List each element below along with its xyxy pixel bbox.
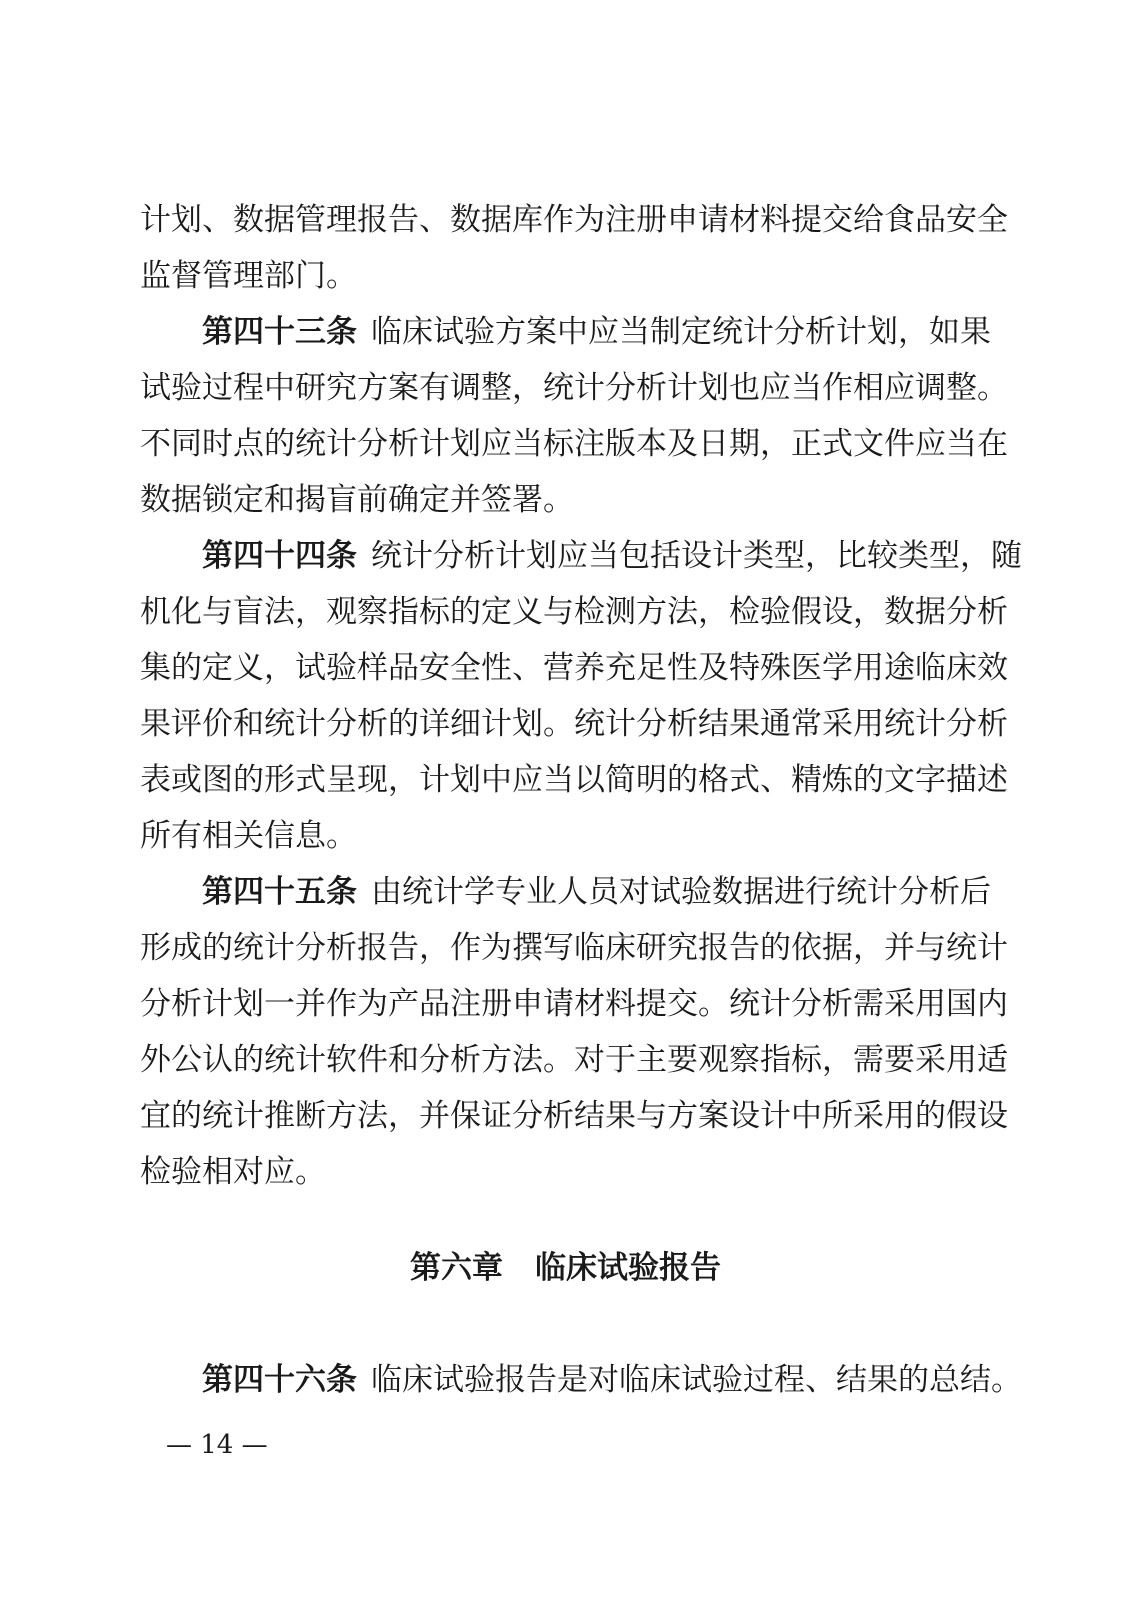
paragraph-line: 不同时点的统计分析计划应当标注版本及日期，正式文件应当在 [140,426,1008,462]
paragraph-line: 试验过程中研究方案有调整，统计分析计划也应当作相应调整。 [140,370,1008,406]
article-44-text: 统计分析计划应当包括设计类型，比较类型，随 [371,538,1022,574]
article-43-first-line [202,314,991,350]
paragraph-line: 形成的统计分析报告，作为撰写临床研究报告的依据，并与统计 [140,930,1008,966]
paragraph-line: 宜的统计推断方法，并保证分析结果与方案设计中所采用的假设 [140,1098,1008,1134]
article-46-label: 第四十六条 [202,1362,357,1398]
article-43-text: 临床试验方案中应当制定统计分析计划，如果 [371,314,991,350]
paragraph-line: 数据锁定和揭盲前确定并签署。 [140,482,574,518]
article-44-label: 第四十四条 [202,538,357,574]
paragraph-line: 分析计划一并作为产品注册申请材料提交。统计分析需采用国内 [140,986,1008,1022]
article-45-text: 由统计学专业人员对试验数据进行统计分析后 [371,874,991,910]
article-45-first-line [202,874,991,910]
chapter-heading [0,1250,1131,1286]
paragraph-line: 计划、数据管理报告、数据库作为注册申请材料提交给食品安全 [140,202,1008,238]
paragraph-line: 监督管理部门。 [140,258,357,294]
article-43-label: 第四十三条 [202,314,357,350]
paragraph-line: 机化与盲法，观察指标的定义与检测方法，检验假设，数据分析 [140,594,1008,630]
chapter-title: 临床试验报告 [535,1250,721,1286]
paragraph-line: 集的定义，试验样品安全性、营养充足性及特殊医学用途临床效 [140,650,1008,686]
article-44-first-line [202,538,1022,574]
article-46-first-line [202,1362,1022,1398]
article-45-label: 第四十五条 [202,874,357,910]
chapter-number: 第六章 [410,1250,503,1286]
paragraph-line: 检验相对应。 [140,1154,326,1190]
page-number: — 14 — [166,1430,268,1460]
paragraph-line: 所有相关信息。 [140,818,357,854]
paragraph-line: 果评价和统计分析的详细计划。统计分析结果通常采用统计分析 [140,706,1008,742]
article-46-text: 临床试验报告是对临床试验过程、结果的总结。 [371,1362,1022,1398]
paragraph-line: 表或图的形式呈现，计划中应当以简明的格式、精炼的文字描述 [140,762,1008,798]
paragraph-line: 外公认的统计软件和分析方法。对于主要观察指标，需要采用适 [140,1042,1008,1078]
